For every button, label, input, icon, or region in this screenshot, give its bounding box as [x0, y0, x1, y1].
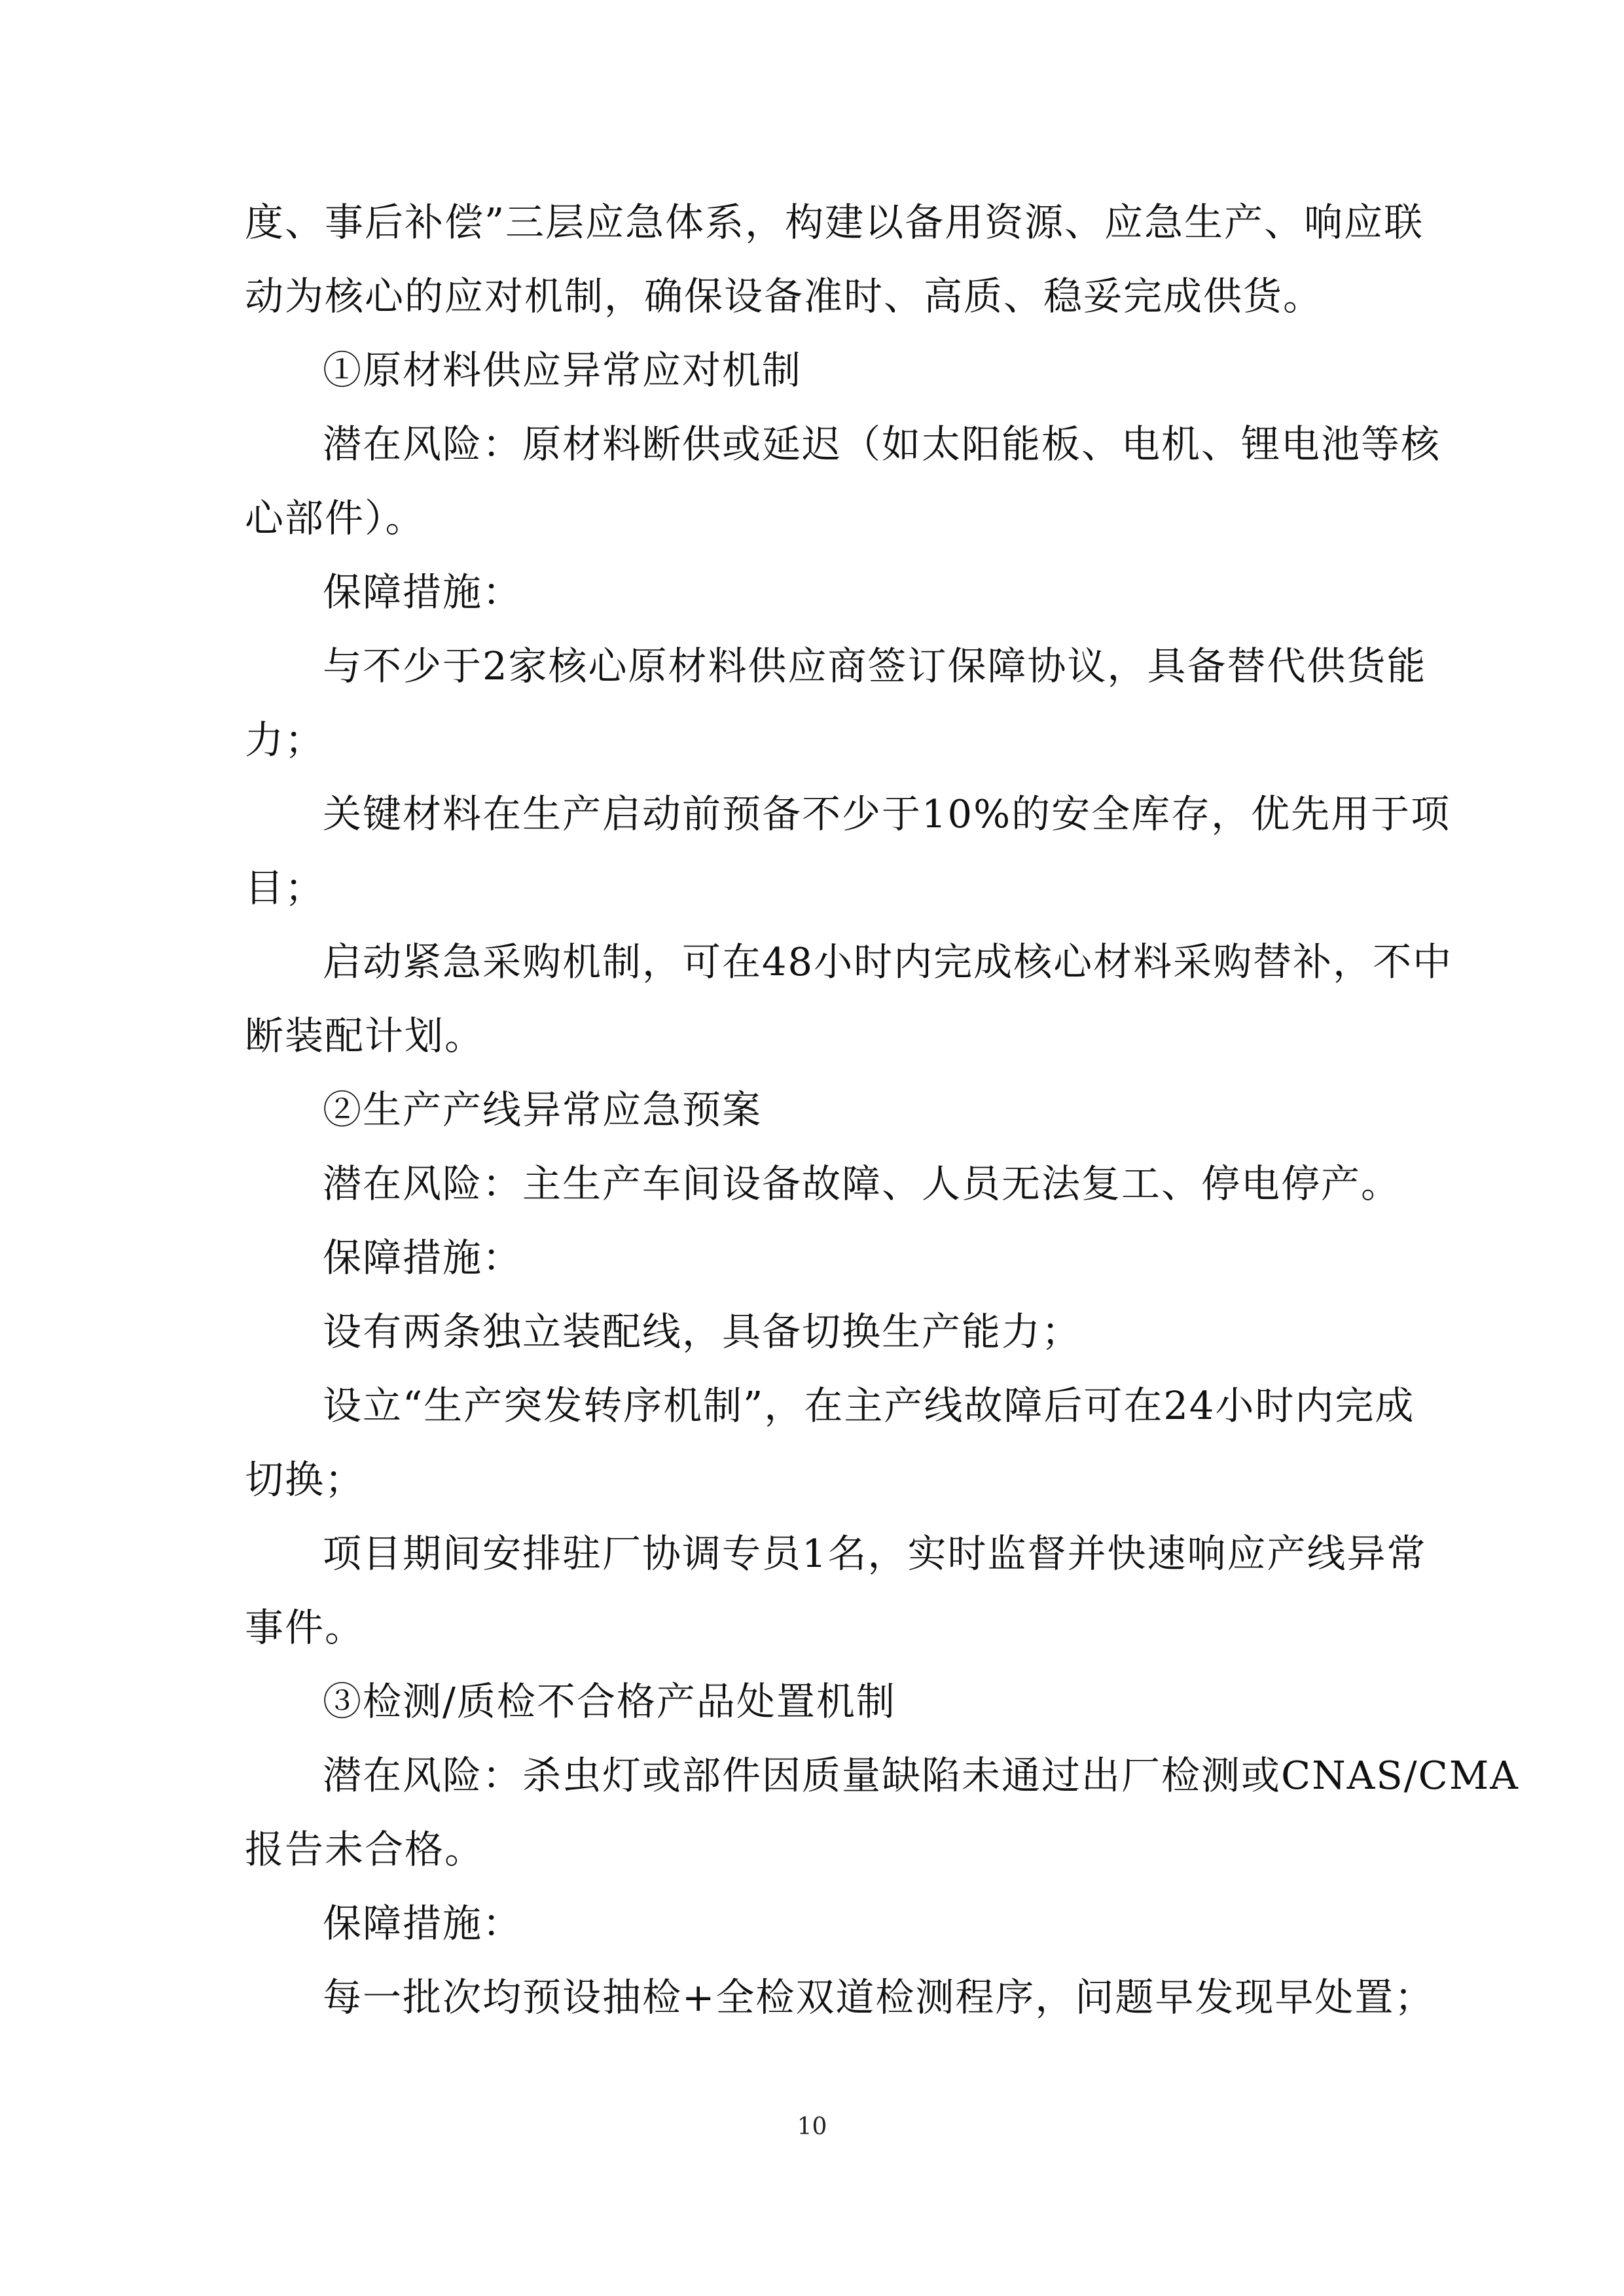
text-line: 与不少于2家核心原材料供应商签订保障协议，具备替代供货能 — [323, 643, 1427, 689]
text-line: 目； — [245, 865, 325, 910]
text-line: 切换； — [245, 1457, 365, 1502]
text-line: 报告未合格。 — [245, 1827, 485, 1872]
text-line: 断装配计划。 — [245, 1013, 485, 1058]
section-heading: ③检测/质检不合格产品处置机制 — [323, 1679, 896, 1724]
text-line: 每一批次均预设抽检+全检双道检测程序，问题早发现早处置； — [323, 1975, 1435, 2020]
text-line: 关键材料在生产启动前预备不少于10%的安全库存，优先用于项 — [323, 791, 1451, 836]
section-heading: ②生产产线异常应急预案 — [323, 1087, 763, 1132]
text-line: 保障措施： — [323, 569, 523, 615]
text-line: 心部件）。 — [245, 495, 425, 541]
text-line: 潜在风险：主生产车间设备故障、人员无法复工、停电停产。 — [323, 1161, 1401, 1206]
text-line: 力； — [245, 717, 325, 762]
text-line: 潜在风险：原材料断供或延迟（如太阳能板、电机、锂电池等核 — [323, 422, 1441, 467]
section-heading: ①原材料供应异常应对机制 — [323, 348, 803, 393]
text-line: 动为核心的应对机制，确保设备准时、高质、稳妥完成供货。 — [245, 274, 1324, 319]
text-line: 度、事后补偿”三层应急体系，构建以备用资源、应急生产、响应联 — [245, 200, 1424, 245]
text-line: 保障措施： — [323, 1235, 523, 1280]
text-line: 潜在风险：杀虫灯或部件因质量缺陷未通过出厂检测或CNAS/CMA — [323, 1753, 1519, 1798]
text-line: 设有两条独立装配线，具备切换生产能力； — [323, 1309, 1082, 1354]
text-line: 事件。 — [245, 1605, 365, 1650]
text-line: 设立“生产突发转序机制”，在主产线故障后可在24小时内完成 — [323, 1383, 1415, 1428]
page-number: 10 — [797, 2113, 827, 2140]
text-line: 启动紧急采购机制，可在48小时内完成核心材料采购替补，不中 — [323, 939, 1453, 984]
text-line: 保障措施： — [323, 1901, 523, 1946]
text-line: 项目期间安排驻厂协调专员1名，实时监督并快速响应产线异常 — [323, 1531, 1427, 1576]
